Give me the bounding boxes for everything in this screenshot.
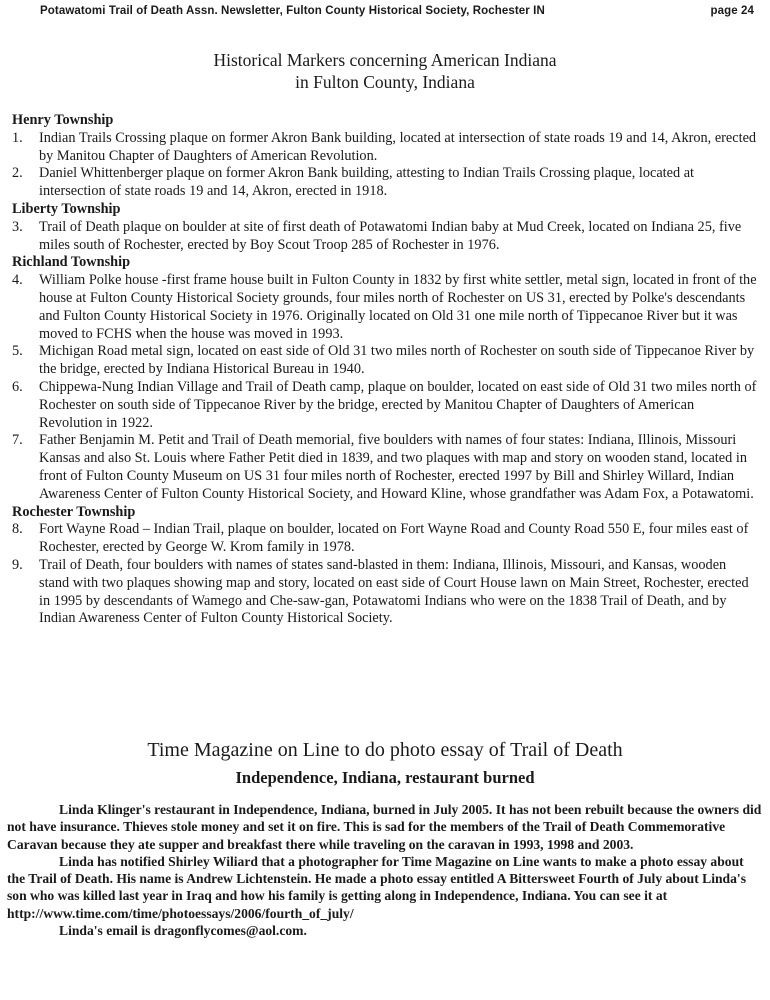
marker-number: 7. bbox=[12, 432, 23, 449]
marker-number: 5. bbox=[12, 343, 23, 360]
marker-item bbox=[12, 130, 758, 166]
marker-item bbox=[12, 343, 758, 379]
marker-number: 2. bbox=[12, 165, 23, 182]
marker-item bbox=[12, 165, 758, 201]
township-heading: Rochester Township bbox=[12, 503, 136, 520]
marker-item bbox=[12, 272, 758, 343]
article-title: Time Magazine on Line to do photo essay of Trail of Death bbox=[147, 739, 623, 761]
header-title: Potawatomi Trail of Death Assn. Newsletter, Fulton County Historical Society, Rochester IN bbox=[40, 5, 545, 17]
article-paragraph: Linda has notified Shirley Wiliard that a photographer for Time Magazine on Line wants to make a photo essay about the Trail of Death. His name is Andrew Lichtenstein. He made a photo essay entitled A Bittersweet Fourth of July about Linda's son who was killed last year in Iraq and how his family is getting along in Independence, Indiana. You can see it at bbox=[7, 853, 746, 904]
township-heading: Richland Township bbox=[12, 254, 131, 271]
marker-text: William Polke house -first frame house built in Fulton County in 1832 by first white settler, metal sign, located in front of the house at Fulton County Historical Society grounds, four miles north of Rochester on US 31, erected by Polke's descendants and Fulton County Historical Society in 1976. Originally located on Old 31 one mile north of Tippecanoe River but it was moved to FCHS when the house was moved in 1993. bbox=[39, 272, 757, 342]
marker-text: Father Benjamin M. Petit and Trail of Death memorial, five boulders with names of four states: Indiana, Illinois, Missouri Kansas and also St. Louis where Father Petit died in 1839, and two plaques with map and story on wooden stand, located in front of Fulton County Museum on US 31 four miles north of Rochester, erected 1997 by Bill and Shirley Willard, Indian Awareness Center of Fulton County Historical Society, and Howard Kline, whose grandfather was Adam Fox, a Potawatomi. bbox=[39, 432, 754, 502]
article-url-link[interactable]: http://www.time.com/time/photoessays/2006/fourth_of_july/ bbox=[7, 905, 354, 921]
marker-text: Daniel Whittenberger plaque on former Akron Bank building, attesting to Indian Trails Crossing plaque, located at intersection of state roads 19 and 14, Akron, erected in 1918. bbox=[39, 165, 695, 200]
township-heading: Liberty Township bbox=[12, 200, 121, 217]
marker-text: Trail of Death plaque on boulder at site of first death of Potawatomi Indian baby at Mud Creek, located on Indiana 25, five miles south of Rochester, erected by Boy Scout Troop 285 of Rochester in 1976. bbox=[39, 218, 742, 253]
newsletter-header bbox=[40, 5, 754, 17]
marker-text: Chippewa-Nung Indian Village and Trail of Death camp, plaque on boulder, located on east side of Old 31 two miles north of Rochester on south side of Tippecanoe River by the bridge, erected by Manitou Chapter of Daughters of American Revolution in 1922. bbox=[39, 378, 757, 431]
marker-item bbox=[12, 521, 758, 557]
township-heading: Henry Township bbox=[12, 112, 114, 128]
marker-item bbox=[12, 557, 758, 628]
marker-text: Trail of Death, four boulders with names of states sand-blasted in them: Indiana, Illinois, Missouri, and Kansas, wooden stand with two plaques showing map and story, located on east side of Court House lawn on Main Street, Rochester, erected in 1995 by descendants of Wamego and Che-saw-gan, Potawatomi Indians who were on the 1838 Trail of Death, and by Indian Awareness Center of Fulton County Historical Society. bbox=[39, 556, 749, 627]
marker-number: 8. bbox=[12, 521, 23, 538]
marker-number: 6. bbox=[12, 378, 23, 395]
markers-title-line2: in Fulton County, Indiana bbox=[295, 72, 475, 92]
marker-item bbox=[12, 379, 758, 432]
markers-title-line1: Historical Markers concerning American Indiana bbox=[213, 50, 557, 70]
marker-number: 9. bbox=[12, 556, 23, 573]
article-email-line: Linda's email is dragonflycomes@aol.com. bbox=[59, 923, 307, 939]
marker-text: Michigan Road metal sign, located on east side of Old 31 two miles north of Rochester on south side of Tippecanoe River by the bridge, erected by Indiana Historical Bureau in 1940. bbox=[39, 343, 755, 378]
article-paragraph: Linda Klinger's restaurant in Independence, Indiana, burned in July 2005. It has not been rebuilt because the owners did not have insurance. Thieves stole money and set it on fire. This is sad for the members of the Trail of Death Commemorative Caravan because they ate supper and breakfast there while traveling on the caravan in 1993, 1998 and 2003. bbox=[7, 802, 762, 852]
article-subtitle: Independence, Indiana, restaurant burned bbox=[235, 768, 535, 787]
marker-number: 3. bbox=[12, 218, 23, 235]
marker-number: 1. bbox=[12, 129, 23, 146]
marker-text: Fort Wayne Road – Indian Trail, plaque on boulder, located on Fort Wayne Road and County Road 550 E, four miles east of Rochester, erected by George W. Krom family in 1978. bbox=[39, 521, 749, 556]
marker-item bbox=[12, 219, 758, 255]
markers-title bbox=[0, 49, 770, 93]
article-body bbox=[7, 801, 762, 939]
page-number: page 24 bbox=[710, 5, 754, 17]
marker-number: 4. bbox=[12, 272, 23, 289]
marker-text: Indian Trails Crossing plaque on former Akron Bank building, located at intersection of state roads 19 and 14, Akron, erected by Manitou Chapter of Daughters of American Revolution. bbox=[39, 129, 757, 164]
markers-list bbox=[12, 112, 758, 628]
marker-item bbox=[12, 432, 758, 503]
